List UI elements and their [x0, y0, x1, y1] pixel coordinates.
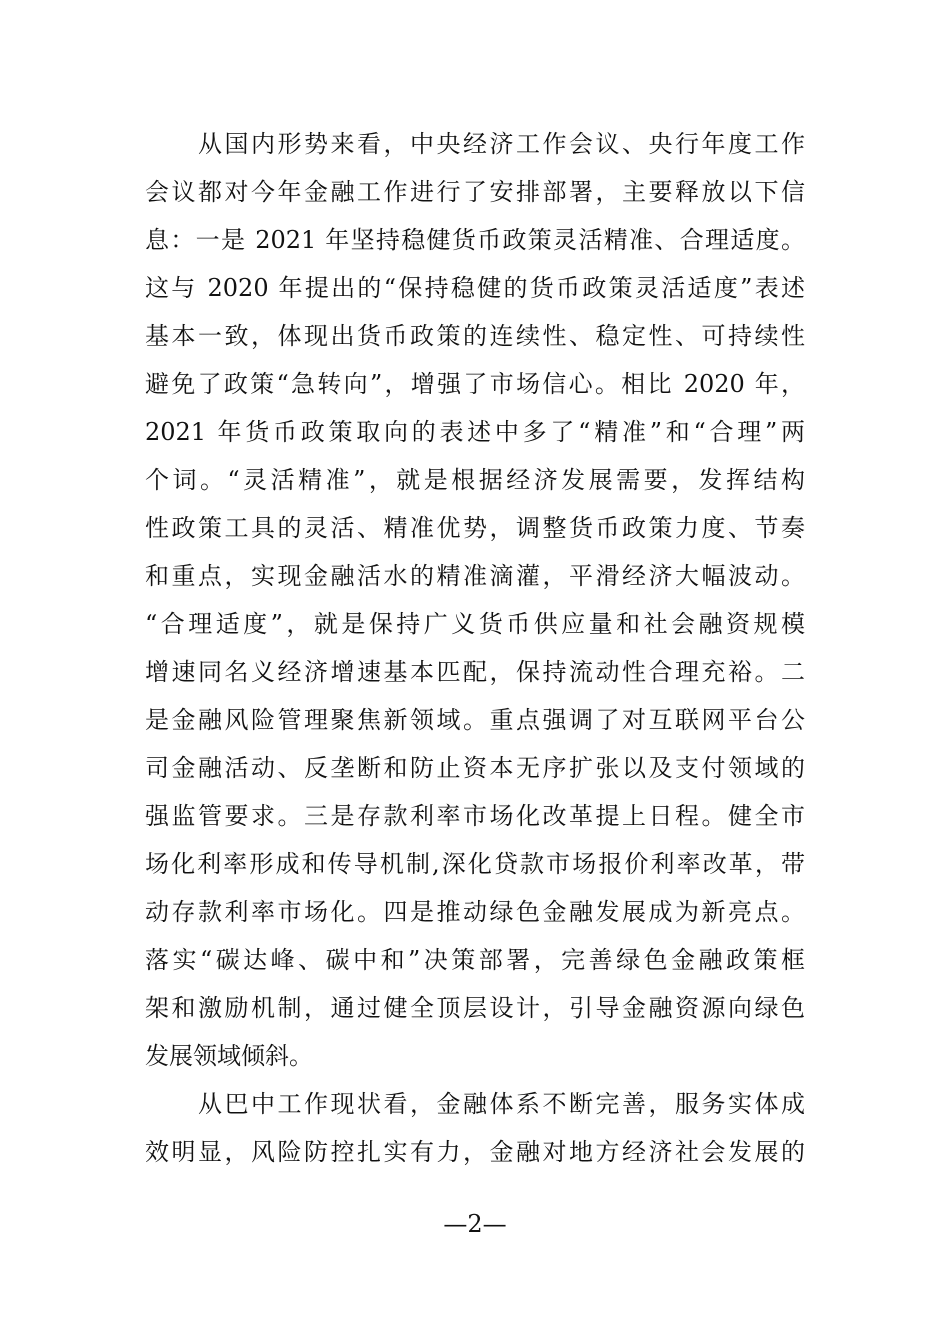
paragraph-1 [145, 120, 805, 1080]
text-line: 息：一是 2021 年坚持稳健货币政策灵活精准、合理适度。 [145, 226, 805, 254]
text-line: 从巴中工作现状看，金融体系不断完善，服务实体成 [145, 1090, 805, 1118]
text-line: 基本一致，体现出货币政策的连续性、稳定性、可持续性 [145, 322, 805, 350]
body-text [145, 120, 805, 1176]
text-line: 从国内形势来看，中央经济工作会议、央行年度工作 [145, 130, 805, 158]
text-line: 架和激励机制，通过健全顶层设计，引导金融资源向绿色 [145, 994, 805, 1022]
text-line: 司金融活动、反垄断和防止资本无序扩张以及支付领域的 [145, 754, 805, 782]
text-line: 落实“碳达峰、碳中和”决策部署，完善绿色金融政策框 [145, 946, 805, 974]
text-line: 发展领域倾斜。 [145, 1042, 313, 1070]
text-line: 2021 年货币政策取向的表述中多了“精准”和“合理”两 [145, 418, 805, 446]
text-line: 场化利率形成和传导机制,深化贷款市场报价利率改革，带 [145, 850, 805, 878]
text-line: 是金融风险管理聚焦新领域。重点强调了对互联网平台公 [145, 706, 805, 734]
text-line: 避免了政策“急转向”，增强了市场信心。相比 2020 年， [145, 370, 805, 398]
text-line: 强监管要求。三是存款利率市场化改革提上日程。健全市 [145, 802, 805, 830]
text-line: 和重点，实现金融活水的精准滴灌，平滑经济大幅波动。 [145, 562, 805, 590]
text-line: 会议都对今年金融工作进行了安排部署，主要释放以下信 [145, 178, 805, 206]
paragraph-2 [145, 1080, 805, 1176]
text-line: 效明显，风险防控扎实有力，金融对地方经济社会发展的 [145, 1138, 805, 1166]
text-line: 性政策工具的灵活、精准优势，调整货币政策力度、节奏 [145, 514, 805, 542]
text-line: 个词。“灵活精准”，就是根据经济发展需要，发挥结构 [145, 466, 805, 494]
page-number: —2— [443, 1210, 507, 1238]
text-line: 增速同名义经济增速基本匹配，保持流动性合理充裕。二 [145, 658, 805, 686]
text-line: “合理适度”，就是保持广义货币供应量和社会融资规模 [145, 610, 805, 638]
text-line: 动存款利率市场化。四是推动绿色金融发展成为新亮点。 [145, 898, 805, 926]
text-line: 这与 2020 年提出的“保持稳健的货币政策灵活适度”表述 [145, 274, 805, 302]
